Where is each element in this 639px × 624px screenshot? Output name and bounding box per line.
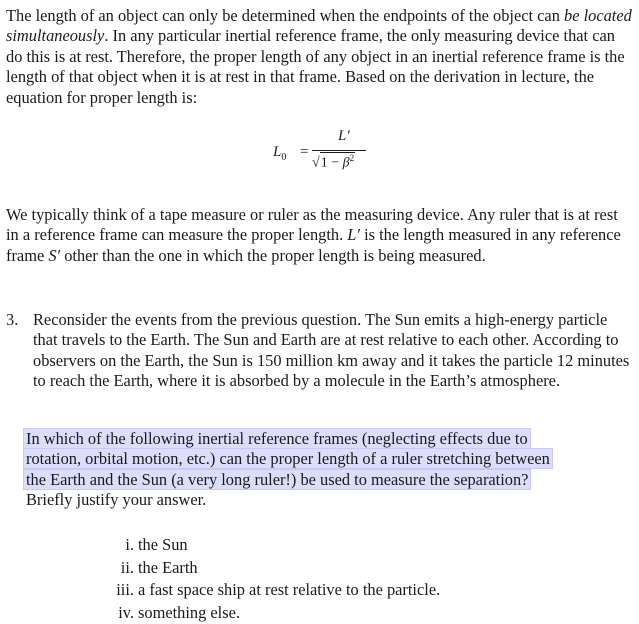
highlighted-question [24, 429, 630, 511]
intro-text-start: The length of an object can only be determined when the endpoints of the object can [6, 6, 564, 25]
beta-exponent: 2 [350, 153, 355, 163]
highlighted-line [24, 449, 630, 469]
equation-numerator: L′ [338, 128, 350, 145]
highlighted-line [24, 429, 630, 449]
equation-lhs-subscript: 0 [281, 152, 286, 163]
option-numeral: ii. [100, 557, 134, 580]
equation-denominator [312, 152, 355, 172]
intro-paragraph [6, 6, 634, 108]
equation-equals: = [300, 144, 308, 161]
option-text: the Sun [138, 535, 188, 554]
fraction-bar [312, 150, 366, 151]
intro-text-end: . In any particular inertial reference frame, the only measuring device that can do this is at rest. Therefore, the proper length of any object in an inertial reference frame is the length of that object when it is at rest in that frame. Based on the derivation in lecture, the equation for proper length is: [6, 26, 625, 106]
ruler-symbol-l-prime: L′ [347, 225, 360, 244]
option-numeral: iii. [100, 579, 134, 602]
highlight-text-3: the Earth and the Sun (a very long ruler!) be used to measure the separation? [24, 470, 530, 489]
highlight-text-2: rotation, orbital motion, etc.) can the proper length of a ruler stretching between [24, 449, 552, 468]
question-body: Reconsider the events from the previous question. The Sun emits a high-energy particle that travels to the Earth. The Sun and Earth are at rest relative to each other. According to observers on the Earth, the Sun is 150 million km away and it takes the particle 12 minutes to reach the Earth, where it is absorbed by a molecule in the Earth’s atmosphere. [33, 310, 631, 392]
option-item [100, 602, 520, 624]
radicand-one-minus: 1 − [321, 156, 343, 171]
answer-options [100, 534, 520, 624]
ruler-paragraph [6, 205, 634, 266]
ruler-symbol-s-prime: S′ [48, 246, 60, 265]
option-text: something else. [138, 603, 240, 622]
option-item [100, 579, 520, 602]
option-text: the Earth [138, 558, 198, 577]
option-text: a fast space ship at rest relative to the particle. [138, 580, 440, 599]
equation-lhs-symbol: L [273, 144, 281, 160]
justify-instruction: Briefly justify your answer. [24, 490, 630, 510]
option-item [100, 534, 520, 557]
sqrt-symbol: √ [312, 156, 320, 171]
radicand [320, 152, 355, 172]
beta-symbol: β [343, 156, 350, 171]
option-numeral: iv. [100, 602, 134, 624]
highlight-text-1: In which of the following inertial reference frames (neglecting effects due to [24, 429, 530, 448]
ruler-text-2: is the length measured in any reference frame [6, 225, 621, 264]
ruler-text-1: We typically think of a tape measure or ruler as the measuring device. Any ruler that is at rest in a reference frame can measure the proper length. [6, 205, 618, 244]
intro-emphasis: be located simultaneously [6, 6, 632, 45]
option-numeral: i. [100, 534, 134, 557]
highlighted-line [24, 470, 630, 490]
equation-lhs [273, 144, 286, 163]
question-number: 3. [6, 310, 18, 330]
ruler-text-3: other than the one in which the proper length is being measured. [60, 246, 486, 265]
proper-length-equation [250, 128, 390, 188]
option-item [100, 557, 520, 580]
